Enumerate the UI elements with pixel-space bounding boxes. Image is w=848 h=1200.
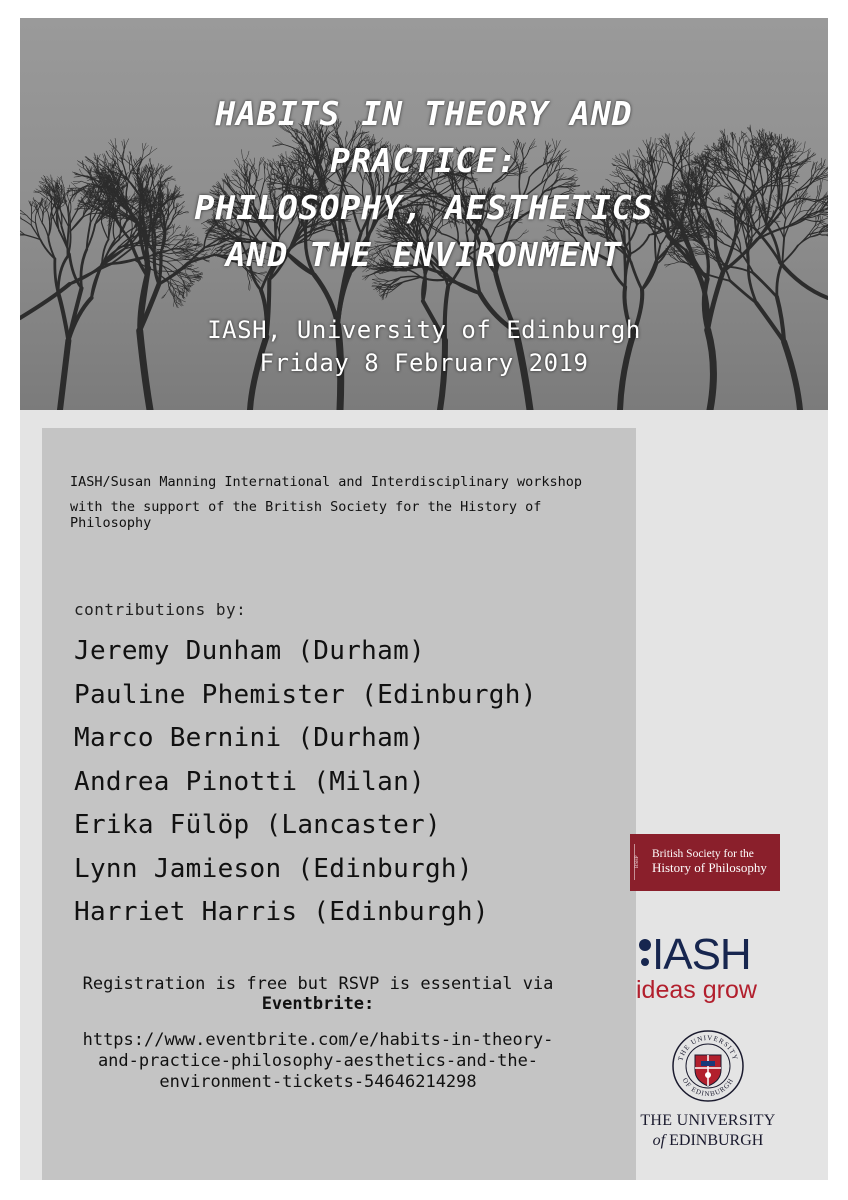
branch	[249, 281, 250, 289]
branch	[446, 279, 480, 293]
branch	[373, 281, 379, 283]
hero-banner	[20, 18, 828, 410]
branch	[250, 281, 251, 290]
branch	[372, 280, 379, 282]
